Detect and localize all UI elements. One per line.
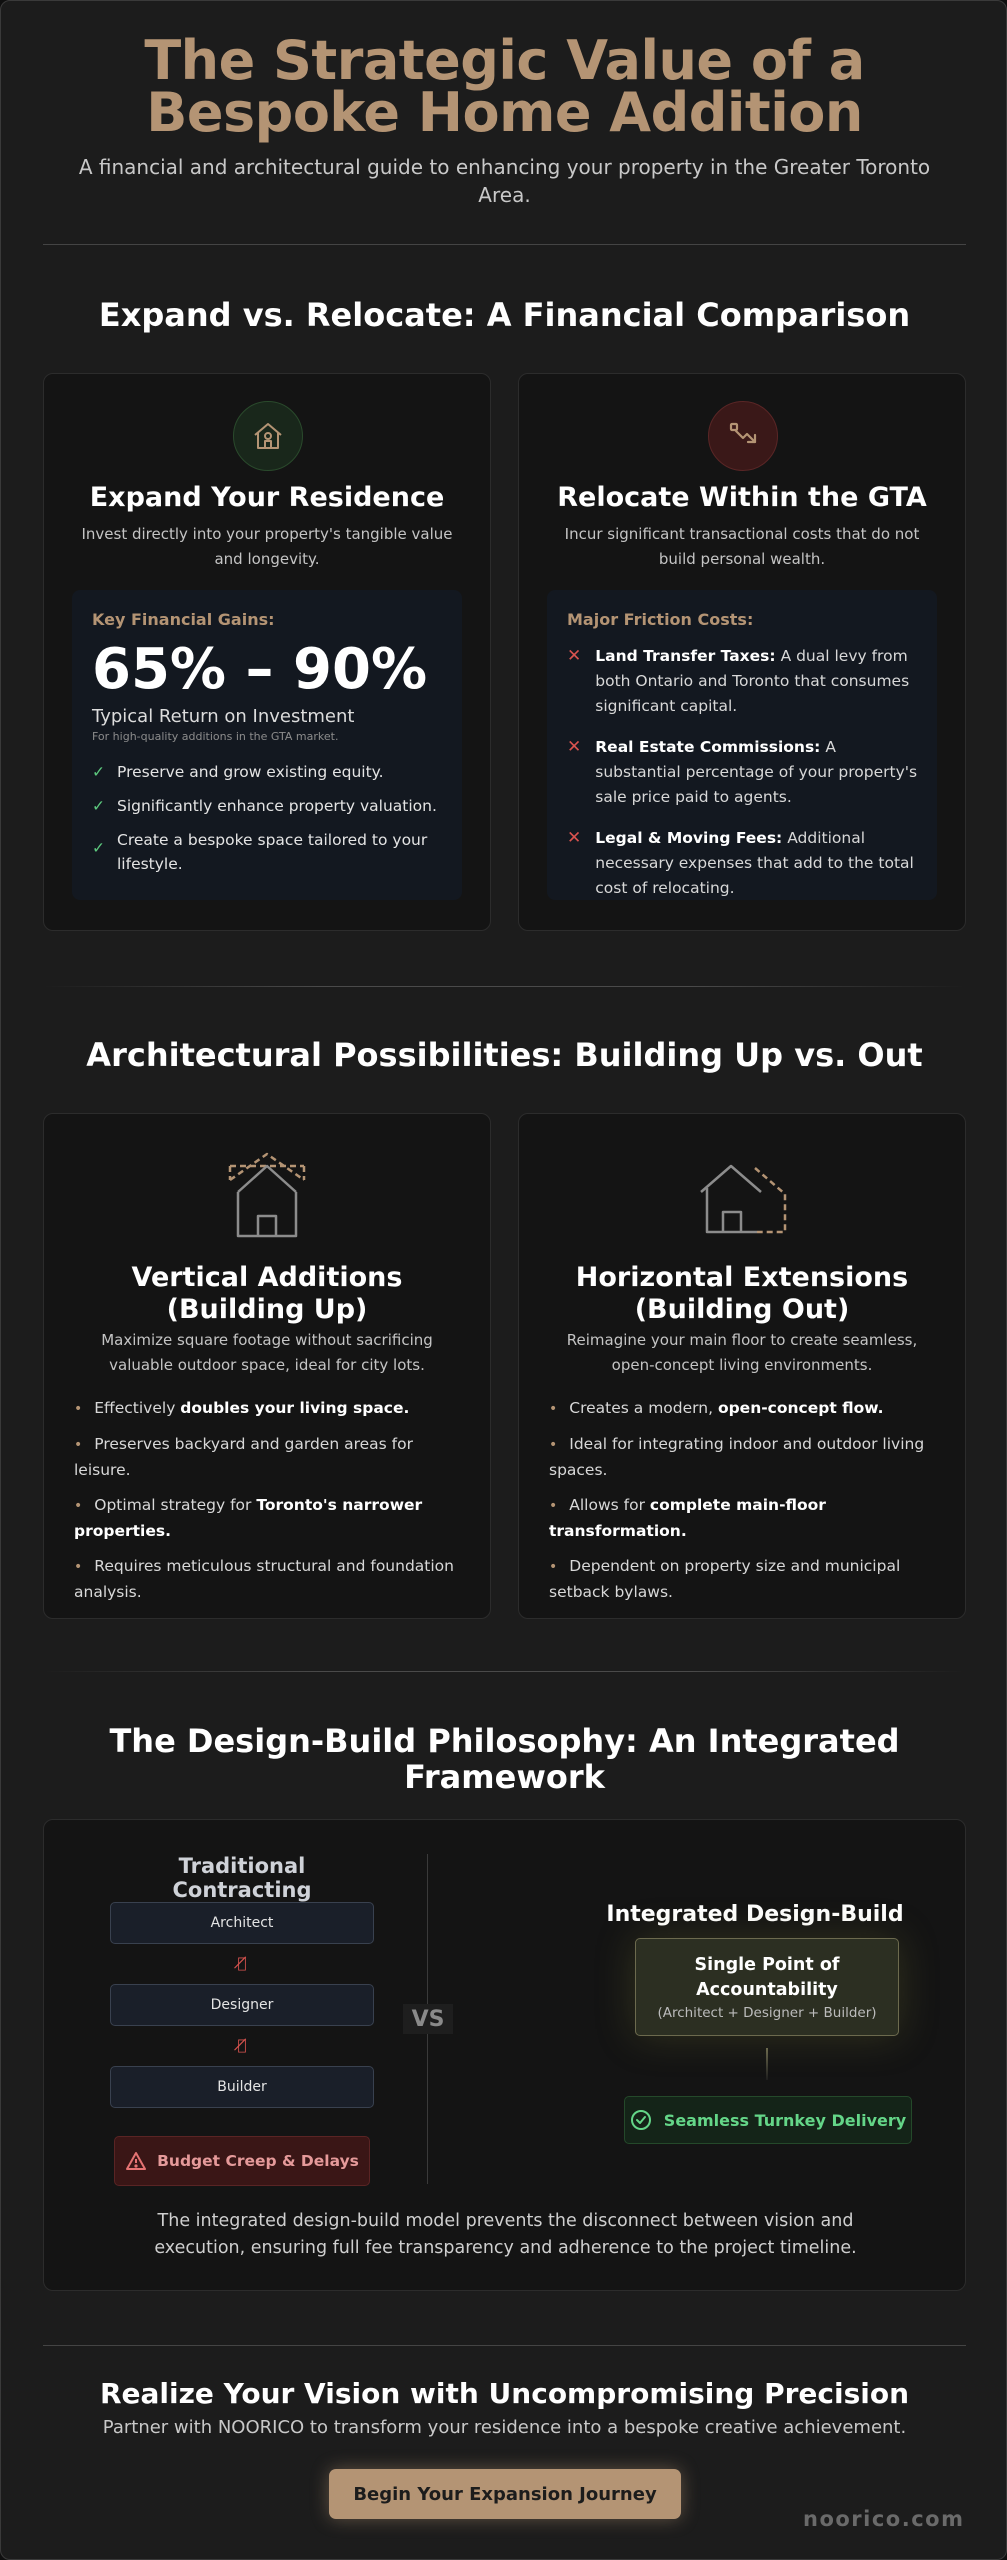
divider	[43, 2345, 966, 2346]
broken-link-icon: ⛓̸	[237, 1954, 247, 1972]
design-build-section-title: The Design-Build Philosophy: An Integrated Framework	[109, 1722, 900, 1796]
horizontal-points	[549, 1396, 939, 1605]
turnkey-delivery-badge: Seamless Turnkey Delivery	[624, 2096, 912, 2144]
x-icon: ✕	[567, 646, 582, 666]
vertical-points	[74, 1396, 464, 1605]
list-item: ✕ Legal & Moving Fees: Additional necessary expenses that add to the total cost of relocating.	[567, 828, 914, 897]
expand-subtitle: Invest directly into your property's tangible value and longevity.	[81, 525, 453, 568]
vertical-title: Vertical Additions (Building Up)	[131, 1262, 403, 1325]
bullet-icon: •	[74, 1401, 83, 1417]
vertical-subtitle: Maximize square footage without sacrificing valuable outdoor space, ideal for city lots.	[101, 1331, 433, 1374]
role-designer: Designer	[110, 1984, 374, 2026]
divider	[43, 986, 966, 987]
friction-costs-panel	[547, 590, 937, 900]
costs-kicker: Major Friction Costs:	[567, 610, 754, 629]
list-item: • Preserves backyard and garden areas for leisure.	[74, 1435, 413, 1479]
relocate-card	[518, 373, 966, 931]
costs-list	[567, 644, 921, 901]
vertical-card	[43, 1113, 491, 1619]
x-icon: ✕	[567, 828, 582, 848]
divider	[43, 244, 966, 245]
list-item: • Effectively doubles your living space.	[74, 1399, 410, 1417]
list-item: • Optimal strategy for Toronto's narrower properties.	[74, 1496, 423, 1540]
trend-down-icon	[708, 401, 778, 471]
vs-label: VS	[403, 2004, 453, 2034]
list-item: • Allows for complete main-floor transformation.	[549, 1496, 826, 1540]
integrated-title: Integrated Design-Build	[606, 1902, 904, 1927]
check-icon: ✓	[92, 839, 105, 857]
horizontal-subtitle: Reimagine your main floor to create seamless, open-concept living environments.	[566, 1331, 918, 1374]
list-item: ✕ Real Estate Commissions: A substantial percentage of your property's sale price paid to agents.	[567, 737, 918, 806]
bullet-icon: •	[74, 1559, 83, 1575]
horizontal-title: Horizontal Extensions (Building Out)	[575, 1262, 909, 1325]
design-build-footer: The integrated design-build model prevents the disconnect between vision and execution, ensuring full fee transparency and adherence to the project timeline.	[154, 2211, 857, 2258]
list-item: ✓ Significantly enhance property valuation.	[92, 794, 442, 818]
page-title: The Strategic Value of a Bespoke Home Addition	[144, 29, 865, 144]
connector-line	[766, 2048, 768, 2080]
role-builder: Builder	[110, 2066, 374, 2108]
check-icon: ✓	[92, 797, 105, 815]
broken-link-icon: ⛓̸	[237, 2036, 247, 2054]
check-circle-icon	[630, 2109, 652, 2131]
design-build-card	[43, 1819, 966, 2291]
roi-label: Typical Return on Investment	[92, 706, 355, 727]
list-item: • Requires meticulous structural and foundation analysis.	[74, 1557, 454, 1601]
bullet-icon: •	[549, 1559, 558, 1575]
bullet-icon: •	[549, 1437, 558, 1453]
bullet-icon: •	[549, 1498, 558, 1514]
bullet-icon: •	[74, 1498, 83, 1514]
expand-title: Expand Your Residence	[89, 482, 445, 513]
comparison-section-title: Expand vs. Relocate: A Financial Comparison	[98, 296, 911, 334]
architecture-section-title: Architectural Possibilities: Building Up vs. Out	[86, 1036, 923, 1074]
cta-subtitle: Partner with NOORICO to transform your residence into a bespoke creative achievement.	[102, 2417, 907, 2438]
expand-card	[43, 373, 491, 931]
financial-gains-panel	[72, 590, 462, 900]
relocate-title: Relocate Within the GTA	[557, 482, 927, 513]
x-icon: ✕	[567, 737, 582, 757]
roi-note: For high-quality additions in the GTA market.	[92, 730, 339, 743]
list-item: ✓ Preserve and grow existing equity.	[92, 760, 442, 784]
bullet-icon: •	[74, 1437, 83, 1453]
budget-alert: Budget Creep & Delays	[114, 2136, 370, 2186]
begin-expansion-button[interactable]: Begin Your Expansion Journey	[329, 2469, 681, 2519]
vertical-addition-icon	[226, 1152, 308, 1242]
brand-watermark[interactable]: noorico.com	[803, 2507, 965, 2531]
list-item: • Dependent on property size and municipal setback bylaws.	[549, 1557, 901, 1601]
check-icon: ✓	[92, 763, 105, 781]
page-subtitle: A financial and architectural guide to enhancing your property in the Greater Toronto Area.	[78, 155, 931, 207]
traditional-title: Traditional Contracting	[172, 1854, 312, 1902]
list-item: ✕ Land Transfer Taxes: A dual levy from both Ontario and Toronto that consumes significant capital.	[567, 646, 910, 715]
gains-kicker: Key Financial Gains:	[92, 610, 275, 629]
single-accountability-box: Single Point of Accountability (Architect + Designer + Builder)	[635, 1938, 899, 2036]
warning-icon	[125, 2151, 147, 2171]
cta-title: Realize Your Vision with Uncompromising Precision	[99, 2377, 910, 2410]
bullet-icon: •	[549, 1401, 558, 1417]
gains-list	[92, 760, 442, 876]
roi-value: 65% – 90%	[92, 637, 428, 702]
horizontal-extension-icon	[697, 1154, 789, 1242]
relocate-subtitle: Incur significant transactional costs that do not build personal wealth.	[564, 525, 920, 568]
list-item: • Ideal for integrating indoor and outdoor living spaces.	[549, 1435, 925, 1479]
role-architect: Architect	[110, 1902, 374, 1944]
list-item: ✓ Create a bespoke space tailored to your lifestyle.	[92, 831, 428, 873]
divider	[43, 1671, 966, 1672]
list-item: • Creates a modern, open-concept flow.	[549, 1399, 884, 1417]
horizontal-card	[518, 1113, 966, 1619]
house-icon	[233, 401, 303, 471]
